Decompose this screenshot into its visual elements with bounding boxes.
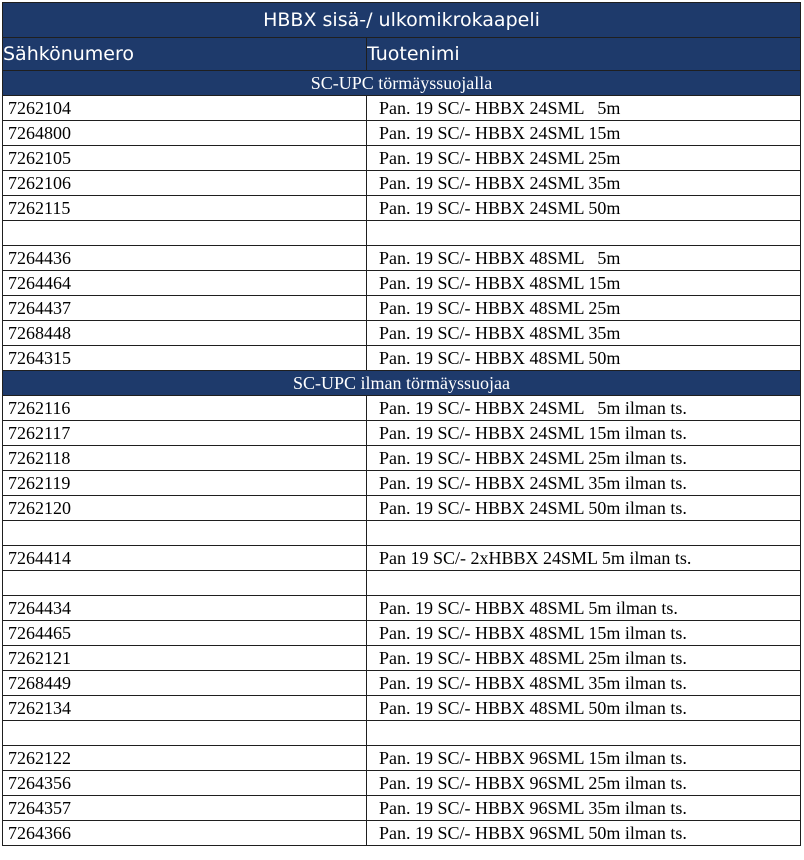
table-row	[3, 621, 801, 646]
sahkonumero-cell: 7262105	[3, 146, 367, 171]
sahkonumero-cell: 7262118	[3, 446, 367, 471]
table-row	[3, 696, 801, 721]
table-row	[3, 546, 801, 571]
sahkonumero-cell: 7262115	[3, 196, 367, 221]
tuotenimi-cell: Pan. 19 SC/- HBBX 48SML 50m	[367, 346, 801, 371]
tuotenimi-cell: Pan. 19 SC/- HBBX 96SML 15m ilman ts.	[367, 746, 801, 771]
table-row	[3, 496, 801, 521]
table-row	[3, 296, 801, 321]
sahkonumero-cell: 7262134	[3, 696, 367, 721]
table-row	[3, 171, 801, 196]
sahkonumero-cell: 7264800	[3, 121, 367, 146]
column-header-sahkonumero: Sähkönumero	[3, 38, 367, 71]
tuotenimi-cell: Pan 19 SC/- 2xHBBX 24SML 5m ilman ts.	[367, 546, 801, 571]
sahkonumero-cell	[3, 221, 367, 246]
sahkonumero-cell	[3, 521, 367, 546]
tuotenimi-cell: Pan. 19 SC/- HBBX 48SML 15m	[367, 271, 801, 296]
section-label: SC-UPC ilman törmäyssuojaa	[3, 371, 801, 396]
sahkonumero-cell: 7264464	[3, 271, 367, 296]
sahkonumero-cell: 7262117	[3, 421, 367, 446]
table-row	[3, 121, 801, 146]
tuotenimi-cell: Pan. 19 SC/- HBBX 48SML 25m ilman ts.	[367, 646, 801, 671]
header-row	[3, 38, 801, 71]
column-header-tuotenimi: Tuotenimi	[367, 38, 801, 71]
tuotenimi-cell: Pan. 19 SC/- HBBX 48SML 35m ilman ts.	[367, 671, 801, 696]
sahkonumero-cell: 7268448	[3, 321, 367, 346]
table-row	[3, 271, 801, 296]
sahkonumero-cell	[3, 571, 367, 596]
table-row	[3, 821, 801, 846]
tuotenimi-cell: Pan. 19 SC/- HBBX 96SML 50m ilman ts.	[367, 821, 801, 846]
table-row	[3, 646, 801, 671]
tuotenimi-cell: Pan. 19 SC/- HBBX 96SML 35m ilman ts.	[367, 796, 801, 821]
table-row	[3, 471, 801, 496]
table-row	[3, 446, 801, 471]
title-row	[3, 3, 801, 38]
sahkonumero-cell: 7262116	[3, 396, 367, 421]
table-row	[3, 796, 801, 821]
tuotenimi-cell	[367, 571, 801, 596]
table-row	[3, 396, 801, 421]
tuotenimi-cell: Pan. 19 SC/- HBBX 24SML 35m	[367, 171, 801, 196]
section-header-row	[3, 71, 801, 96]
table-row	[3, 96, 801, 121]
sahkonumero-cell	[3, 721, 367, 746]
sahkonumero-cell: 7264315	[3, 346, 367, 371]
tuotenimi-cell: Pan. 19 SC/- HBBX 96SML 25m ilman ts.	[367, 771, 801, 796]
tuotenimi-cell: Pan. 19 SC/- HBBX 48SML 35m	[367, 321, 801, 346]
table-row	[3, 721, 801, 746]
tuotenimi-cell: Pan. 19 SC/- HBBX 48SML 50m ilman ts.	[367, 696, 801, 721]
table-row	[3, 146, 801, 171]
tuotenimi-cell: Pan. 19 SC/- HBBX 48SML 15m ilman ts.	[367, 621, 801, 646]
table-row	[3, 746, 801, 771]
sahkonumero-cell: 7262106	[3, 171, 367, 196]
tuotenimi-cell: Pan. 19 SC/- HBBX 24SML 50m	[367, 196, 801, 221]
tuotenimi-cell	[367, 221, 801, 246]
sahkonumero-cell: 7262104	[3, 96, 367, 121]
sahkonumero-cell: 7268449	[3, 671, 367, 696]
tuotenimi-cell: Pan. 19 SC/- HBBX 24SML 50m ilman ts.	[367, 496, 801, 521]
table-row	[3, 246, 801, 271]
table-row	[3, 671, 801, 696]
table-row	[3, 321, 801, 346]
sahkonumero-cell: 7264437	[3, 296, 367, 321]
tuotenimi-cell: Pan. 19 SC/- HBBX 24SML 35m ilman ts.	[367, 471, 801, 496]
tuotenimi-cell: Pan. 19 SC/- HBBX 24SML 15m	[367, 121, 801, 146]
section-label: SC-UPC törmäyssuojalla	[3, 71, 801, 96]
tuotenimi-cell: Pan. 19 SC/- HBBX 24SML 5m	[367, 96, 801, 121]
sahkonumero-cell: 7264356	[3, 771, 367, 796]
table-body	[3, 71, 801, 846]
table-row	[3, 346, 801, 371]
sahkonumero-cell: 7264414	[3, 546, 367, 571]
sahkonumero-cell: 7264465	[3, 621, 367, 646]
tuotenimi-cell: Pan. 19 SC/- HBBX 24SML 25m	[367, 146, 801, 171]
sahkonumero-cell: 7264366	[3, 821, 367, 846]
tuotenimi-cell: Pan. 19 SC/- HBBX 48SML 25m	[367, 296, 801, 321]
tuotenimi-cell: Pan. 19 SC/- HBBX 24SML 15m ilman ts.	[367, 421, 801, 446]
table-row	[3, 421, 801, 446]
table-row	[3, 571, 801, 596]
tuotenimi-cell	[367, 721, 801, 746]
tuotenimi-cell: Pan. 19 SC/- HBBX 48SML 5m	[367, 246, 801, 271]
sahkonumero-cell: 7264436	[3, 246, 367, 271]
tuotenimi-cell: Pan. 19 SC/- HBBX 48SML 5m ilman ts.	[367, 596, 801, 621]
sahkonumero-cell: 7262120	[3, 496, 367, 521]
product-table	[2, 2, 801, 846]
tuotenimi-cell: Pan. 19 SC/- HBBX 24SML 25m ilman ts.	[367, 446, 801, 471]
section-header-row	[3, 371, 801, 396]
tuotenimi-cell	[367, 521, 801, 546]
table-row	[3, 596, 801, 621]
tuotenimi-cell: Pan. 19 SC/- HBBX 24SML 5m ilman ts.	[367, 396, 801, 421]
sahkonumero-cell: 7262121	[3, 646, 367, 671]
table-row	[3, 771, 801, 796]
table-row	[3, 521, 801, 546]
sahkonumero-cell: 7264434	[3, 596, 367, 621]
sahkonumero-cell: 7262122	[3, 746, 367, 771]
sahkonumero-cell: 7264357	[3, 796, 367, 821]
table-row	[3, 196, 801, 221]
sahkonumero-cell: 7262119	[3, 471, 367, 496]
table-row	[3, 221, 801, 246]
table-title: HBBX sisä-/ ulkomikrokaapeli	[3, 3, 801, 38]
